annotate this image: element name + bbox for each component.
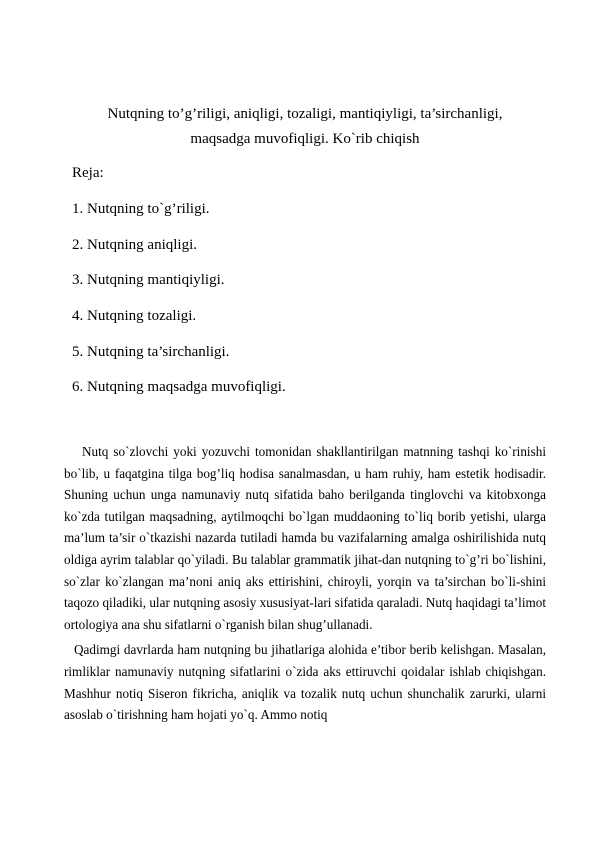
document-title (64, 102, 546, 152)
plan-item: 1. Nutqning to`g’riligi. (72, 201, 210, 217)
plan-item: 2. Nutqning aniqligi. (72, 236, 197, 253)
title-line-2: maqsadga muvofiqligi. Ko`rib chiqish (190, 131, 420, 147)
plan-heading: Reja: (72, 165, 104, 181)
plan-item: 5. Nutqning ta’sirchanligi. (72, 343, 230, 360)
paragraph: Nutq so`zlovchi yoki yozuvchi tomonidan shakllantirilgan matnning tashqi ko`rinishi bo`lib, u faqatgina tilga bog’liq hodisa sanalmasdan, u ham ruhiy, ham estetik hodisadir. Shuning uchun unga namunaviy nutq sifatida baho berilganda tinglovchi va kitobxonga ko`zda tutilgan maqsadning, aytilmoqchi bo`lgan muddaoning to`liq borib yetishi, ularga ma’lum ta’sir o`tkazishi nazarda tutiladi hamda bu vazifalarning amalga oshirilishida nutq oldiga ayrim talablar qo`yiladi. Bu talablar grammatik jihat-dan nutqning to`g’ri bo`lishini, so`zlar ko`zlangan ma’noni aniq aks ettirishini, chiroyli, yorqin va ta’sirchan bo`li-shini taqozo qiladiki, ular nutqning asosiy xususiyat-lari sifatida qaraladi. Nutq haqidagi ta’limot ortologiya ana shu sifatlarni o`rganish bilan shug’ullanadi. (64, 444, 546, 632)
plan-item: 6. Nutqning maqsadga muvofiqligi. (72, 379, 286, 396)
plan-item: 3. Nutqning mantiqiyligi. (72, 272, 225, 289)
plan-item: 4. Nutqning tozaligi. (72, 308, 197, 325)
title-line-1: Nutqning to’g’riligi, aniqligi, tozaligi, mantiqiyligi, ta’sirchanligi, (107, 106, 503, 122)
body-text (64, 441, 546, 730)
plan-list (72, 201, 286, 415)
paragraph: Qadimgi davrlarda ham nutqning bu jihatlariga alohida e’tibor berib kelishgan. Masalan, rimliklar namunaviy nutqning sifatlarini o`zida aks ettiruvchi qoidalar ishlab chiqishgan. Mashhur notiq Siseron fikricha, aniqlik va tozalik nutq uchun shunchalik zarurki, ularni asoslab o`tirishning ham hojati yo`q. Ammo notiq (64, 642, 546, 723)
